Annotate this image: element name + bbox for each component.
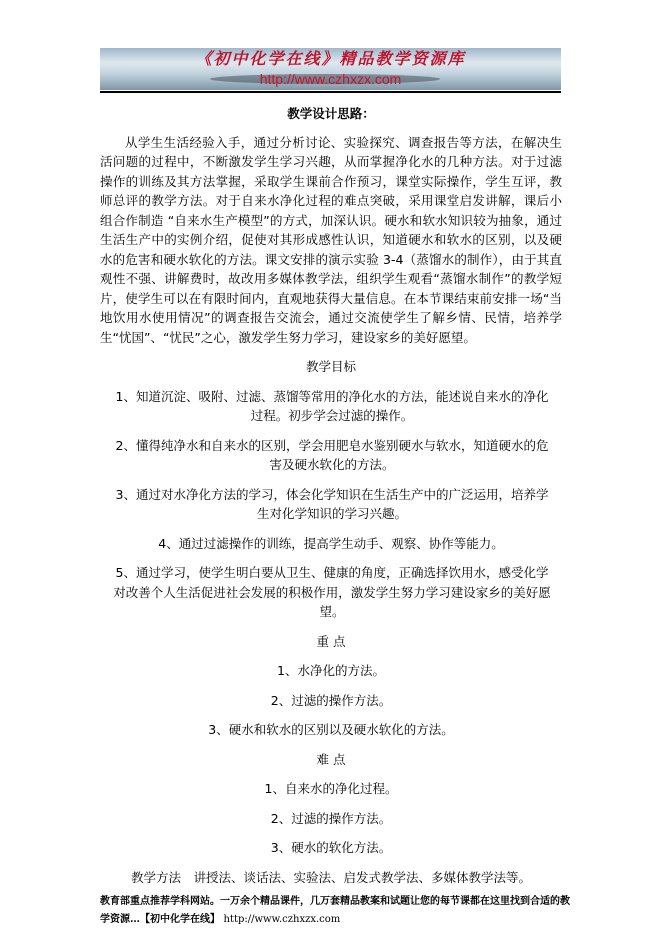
objectives-title: 教学目标 xyxy=(305,359,356,374)
teaching-method: 教学方法 讲授法、谈话法、实验法、启发式教学法、多媒体教学法等。 xyxy=(130,869,531,885)
design-title: 教学设计思路： xyxy=(287,106,375,121)
objective-item: 4、通过过滤操作的训练，提高学生动手、观察、协作等能力。 xyxy=(158,535,504,551)
objective-item: 1、知道沉淀、吸附、过滤、蒸馏等常用的净化水的方法，能述说自来水的净化过程。初步学会过滤的操作。 xyxy=(115,388,549,423)
objective-item: 5、通过学习，使学生明白要从卫生、健康的角度，正确选择饮用水，感受化学对改善个人生活促进社会发展的积极作用，激发学生努力学习建设家乡的美好愿望。 xyxy=(113,565,551,619)
key-points-title: 重 点 xyxy=(316,633,346,649)
design-paragraph: 从学生生活经验入手，通过分析讨论、实验探究、调查报告等方法，在解决生活问题的过程中，不断激发学生学习兴趣，从而掌握净化水的几种方法。对于过滤操作的训练及其方法掌握，采取学生课前合作预习，课堂实际操作，学生互评，教师总评的教学方法。对于自来水净化过程的难点突破，采用课堂启发讲解，课后小组合作制造 “自来水生产模型”的方式，加深认识。硬水和软水知识较为抽象，通过生活生产中的实例介绍，促使对其形成感性认识，知道硬水和软水的区别，以及硬水的危害和硬水软化的方法。课文安排的演示实验 3-4（蒸馏水的制作），由于其直观性不强、讲解费时，故改用多媒体教学法，组织学生观看“蒸馏水制作”的教学短片，使学生可以在有限时间内，直观地获得大量信息。在本节课结束前安排一场“当地饮用水使用情况”的调查报告交流会，通过交流使学生了解乡情、民情，培养学生“忧国”、“忧民”之心，激发学生努力学习，建设家乡的美好愿望。 xyxy=(100,134,562,345)
banner-url: http://www.czhxzx.com xyxy=(259,71,402,87)
key-point-item: 1、水净化的方法。 xyxy=(277,663,385,678)
banner-title: 《初中化学在线》精品教学资源库 xyxy=(195,49,466,68)
footer-link[interactable]: http://www.czhxzx.com xyxy=(223,914,341,925)
footer-ad xyxy=(100,893,570,929)
objective-item: 2、懂得纯净水和自来水的区别，学会用肥皂水鉴别硬水与软水，知道硬水的危害及硬水软化的方法。 xyxy=(115,437,549,472)
difficulties-title: 难 点 xyxy=(316,751,346,767)
key-point-item: 2、过滤的操作方法。 xyxy=(270,692,392,708)
difficulty-item: 3、硬水的软化方法。 xyxy=(270,840,392,855)
site-banner[interactable] xyxy=(100,48,561,90)
difficulty-item: 2、过滤的操作方法。 xyxy=(270,810,392,826)
objective-item: 3、通过对水净化方法的学习，体会化学知识在生活生产中的广泛运用，培养学生对化学知识的学习兴趣。 xyxy=(115,486,549,521)
key-point-item: 3、硬水和软水的区别以及硬水软化的方法。 xyxy=(208,722,454,737)
header-divider xyxy=(100,91,561,93)
difficulty-item: 1、自来水的净化过程。 xyxy=(264,781,398,796)
footer-text: 教育部重点推荐学科网站。一万余个精品课件，几万套精品教案和试题让您的每节课都在这里找到合适的教学资源…【初中化学在线】 xyxy=(100,896,570,925)
